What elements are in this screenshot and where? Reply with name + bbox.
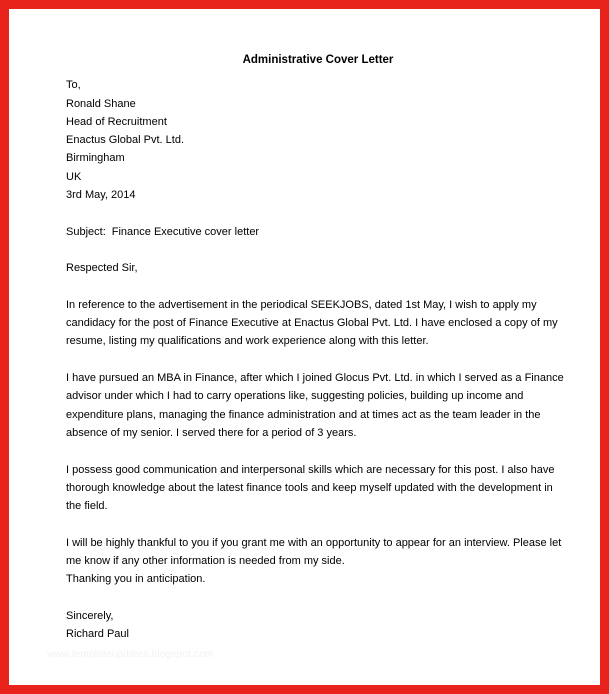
recipient-position: Head of Recruitment bbox=[66, 115, 167, 128]
letter-title: Administrative Cover Letter bbox=[242, 54, 394, 66]
paragraph-line: absence of my senior. I served there for a period of 3 years. bbox=[66, 426, 357, 439]
salutation: Respected Sir, bbox=[66, 262, 138, 275]
paragraph-line: resume, listing my qualifications and work experience along with this letter. bbox=[66, 335, 429, 348]
signature-name: Richard Paul bbox=[66, 628, 129, 641]
paragraph-line: In reference to the advertisement in the periodical SEEKJOBS, dated 1st May, I wish to apply my bbox=[66, 298, 537, 311]
recipient-to: To, bbox=[66, 79, 81, 92]
recipient-city: Birmingham bbox=[66, 152, 125, 165]
body-paragraph-2 bbox=[66, 369, 566, 442]
paragraph-line: me know if any other information is needed from my side. bbox=[66, 555, 345, 568]
paragraph-line: I possess good communication and interpersonal skills which are necessary for this post. I also have bbox=[66, 463, 555, 476]
watermark-text: www.templateupdates.blogspot.com bbox=[47, 649, 214, 660]
paragraph-line: advisor under which I had to carry operations like, suggesting policies, building up income and bbox=[66, 390, 524, 403]
paragraph-line: the field. bbox=[66, 500, 108, 513]
letter-page bbox=[66, 51, 566, 644]
paragraph-line: expenditure plans, managing the finance administration and at times act as the team leader in the bbox=[66, 408, 541, 421]
paragraph-line: I have pursued an MBA in Finance, after which I joined Glocus Pvt. Ltd. in which I served as a Finance bbox=[66, 372, 564, 385]
signature-block bbox=[66, 607, 566, 644]
letter-date: 3rd May, 2014 bbox=[66, 189, 136, 202]
subject-label: Subject: bbox=[66, 225, 106, 238]
paragraph-line: thorough knowledge about the latest finance tools and keep myself updated with the development in bbox=[66, 481, 553, 494]
subject-text: Finance Executive cover letter bbox=[111, 225, 260, 238]
recipient-block bbox=[66, 76, 566, 204]
recipient-country: UK bbox=[66, 170, 82, 183]
body-paragraph-3 bbox=[66, 461, 566, 516]
recipient-company: Enactus Global Pvt. Ltd. bbox=[66, 134, 185, 147]
closing-paragraph bbox=[66, 534, 566, 589]
paragraph-line: candidacy for the post of Finance Executive at Enactus Global Pvt. Ltd. I have enclosed a copy of my bbox=[66, 317, 558, 330]
thanking-line: Thanking you in anticipation. bbox=[66, 573, 206, 586]
recipient-name: Ronald Shane bbox=[66, 97, 136, 110]
body-paragraph-1 bbox=[66, 296, 566, 351]
subject-line bbox=[66, 223, 566, 241]
paragraph-line: I will be highly thankful to you if you grant me with an opportunity to appear for an interview. Please let bbox=[66, 536, 562, 549]
signoff: Sincerely, bbox=[66, 609, 114, 622]
